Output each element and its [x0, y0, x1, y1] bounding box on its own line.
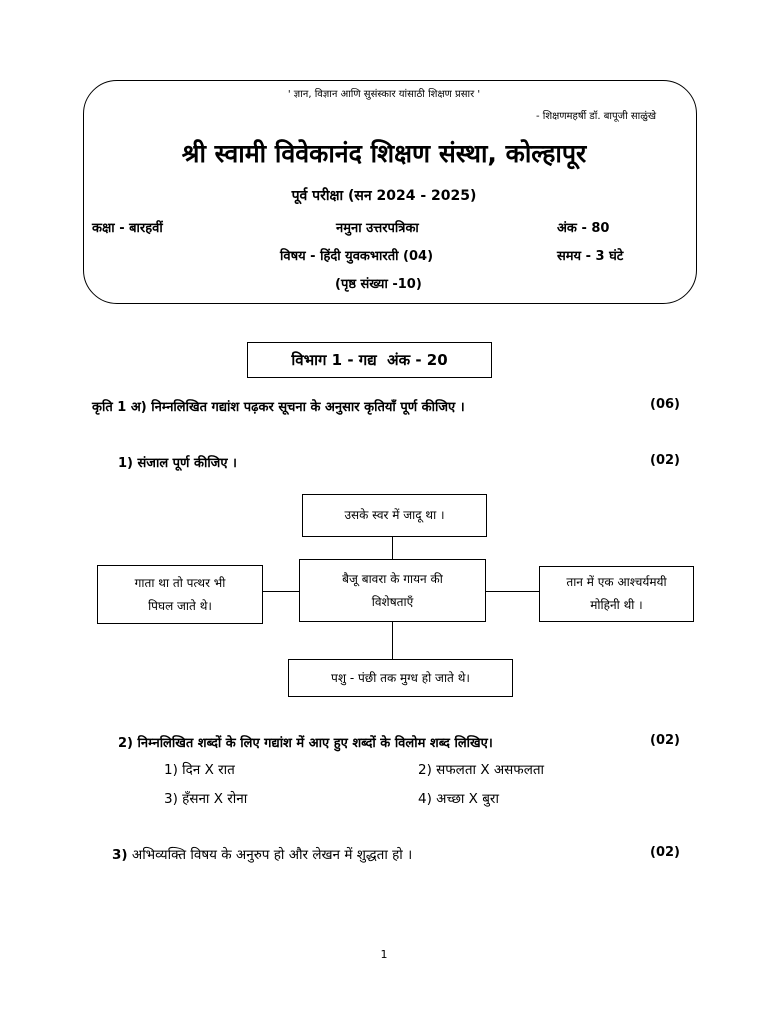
node-left-text: गाता था तो पत्थर भी पिघल जाते थे। — [134, 575, 226, 613]
question-1-marks: (06) — [650, 397, 680, 412]
class-label: कक्षा - बारहवीं — [92, 221, 163, 236]
question-1-3 — [112, 845, 412, 863]
connector-left — [262, 591, 299, 592]
paper-type: नमुना उत्तरपत्रिका — [336, 221, 419, 236]
node-bottom-text: पशु - पंछी तक मुग्ध हो जाते थे। — [331, 670, 470, 685]
section-heading — [247, 342, 492, 378]
attribution: - शिक्षणमहर्षी डॉ. बापूजी साळुंखे — [535, 111, 656, 122]
antonym-answer-4: 4) अच्छा X बुरा — [418, 791, 499, 807]
question-1-2-text: 2) निम्नलिखित शब्दों के लिए गद्यांश में आए हुए शब्दों के विलोम शब्द लिखिए। — [118, 736, 493, 751]
connector-right — [486, 591, 539, 592]
motto: ' ज्ञान, विज्ञान आणि सुसंस्कार यांसाठी शिक्षण प्रसार ' — [287, 89, 481, 100]
antonym-answer-1: 1) दिन X रात — [164, 762, 235, 778]
time: समय - 3 घंटे — [557, 249, 624, 264]
node-center-text: बैजू बावरा के गायन की विशेषताएँ — [342, 571, 443, 609]
subject: विषय - हिंदी युवकभारती (04) — [280, 249, 434, 264]
diagram-node-left — [97, 565, 263, 624]
antonym-answer-2: 2) सफलता X असफलता — [418, 762, 545, 778]
question-1-3-text: अभिव्यक्ति विषय के अनुरुप हो और लेखन में शुद्धता हो । — [131, 847, 413, 863]
question-1-1-text: 1) संजाल पूर्ण कीजिए । — [118, 456, 237, 471]
diagram-node-right — [539, 566, 694, 622]
question-1-2-marks: (02) — [650, 733, 680, 748]
question-1-text: कृति 1 अ) निम्नलिखित गद्यांश पढ़कर सूचना के अनुसार कृतियाँ पूर्ण कीजिए । — [92, 400, 465, 415]
exam-title: पूर्व परीक्षा (सन 2024 - 2025) — [291, 188, 477, 204]
antonym-answer-3: 3) हँसना X रोना — [164, 791, 248, 807]
diagram-node-center — [299, 559, 486, 622]
page-number: 1 — [380, 948, 388, 961]
node-right-text: तान में एक आश्चर्यमयी मोहिनी थी । — [566, 575, 667, 612]
diagram-node-bottom — [288, 659, 513, 697]
connector-bottom — [392, 621, 393, 660]
total-marks: अंक - 80 — [557, 221, 610, 236]
section-title: विभाग 1 - गद्य अंक - 20 — [291, 351, 448, 369]
node-top-text: उसके स्वर में जादू था । — [344, 508, 445, 523]
question-1-3-number: 3) — [112, 847, 128, 863]
question-1-1-marks: (02) — [650, 453, 680, 468]
page-count: (पृष्ठ संख्या -10) — [335, 277, 422, 292]
diagram-node-top — [302, 494, 487, 537]
question-1-3-marks: (02) — [650, 845, 680, 860]
connector-top — [392, 537, 393, 560]
institution-title: श्री स्वामी विवेकानंद शिक्षण संस्था, कोल्हापूर — [181, 139, 587, 168]
